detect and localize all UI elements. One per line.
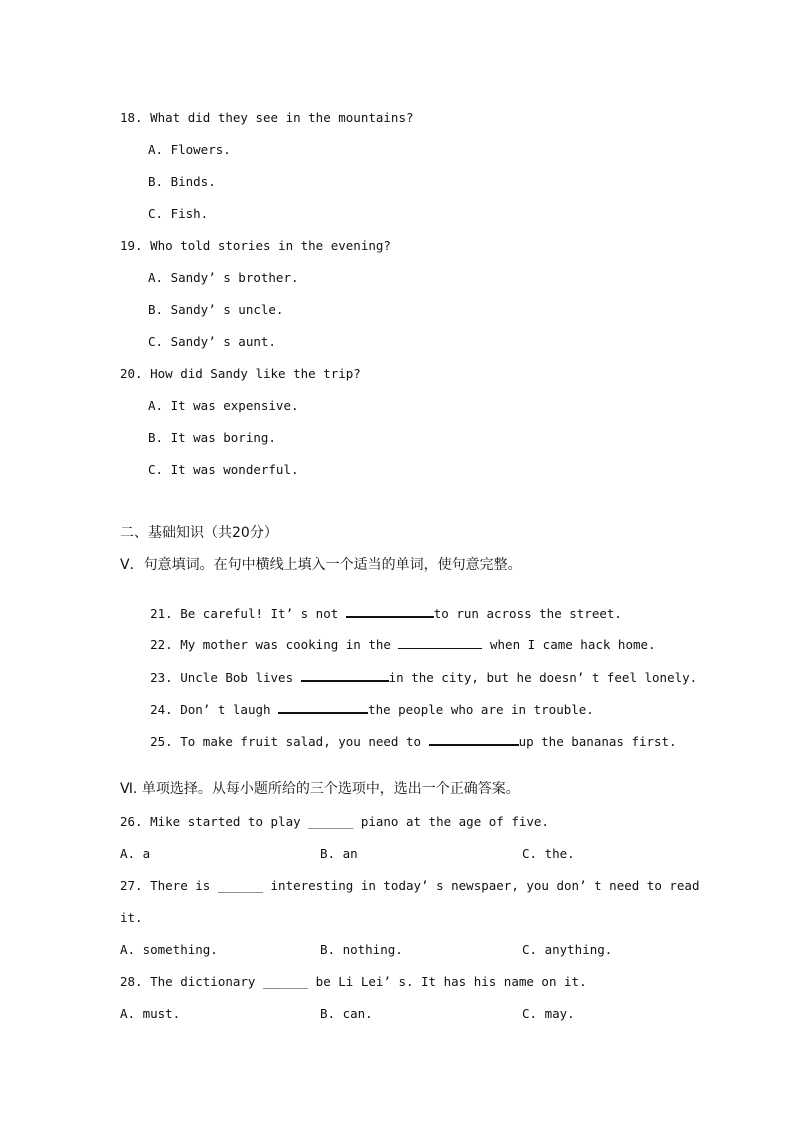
option-28c: C. may. [522, 1006, 575, 1021]
option-27b: B. nothing. [320, 942, 403, 957]
fill-item-21-before: 21. Be careful! It’ s not [150, 605, 346, 621]
question-20: 20. How did Sandy like the trip? [120, 366, 361, 381]
fill-item-23-after: in the city, but he doesn’ t feel lonely. [388, 669, 698, 685]
option-18a: A. Flowers. [148, 142, 231, 157]
option-20c: C. It was wonderful. [148, 462, 299, 477]
option-27c: C. anything. [522, 942, 613, 957]
fill-item-24-before: 24. Don’ t laugh [150, 701, 279, 717]
fill-item-24-after: the people who are in trouble. [368, 701, 594, 717]
option-19b: B. Sandy’ s uncle. [148, 302, 284, 317]
answer-blank-25[interactable] [429, 733, 519, 746]
question-28: 28. The dictionary ______ be Li Lei’ s. It has his name on it. [120, 974, 587, 989]
option-18b: B. Binds. [148, 174, 216, 189]
option-19a: A. Sandy’ s brother. [148, 270, 299, 285]
part5-heading: Ⅴ．句意填词。在句中横线上填入一个适当的单词，使句意完整。 [120, 557, 522, 573]
option-19c: C. Sandy’ s aunt. [148, 334, 276, 349]
option-18c: C. Fish. [148, 206, 209, 221]
fill-item-25-after: up the bananas first. [518, 733, 677, 749]
fill-item-22-before: 22. My mother was cooking in the [150, 636, 399, 652]
answer-blank-22[interactable] [398, 637, 482, 649]
option-28b: B. can. [320, 1006, 373, 1021]
part6-heading: Ⅵ. 单项选择。从每小题所给的三个选项中，选出一个正确答案。 [120, 781, 520, 797]
option-26b: B. an [320, 846, 358, 861]
answer-blank-23[interactable] [301, 669, 389, 682]
option-20b: B. It was boring. [148, 430, 276, 445]
option-28a: A. must. [120, 1006, 181, 1021]
section-heading-basics: 二、基础知识（共20分） [120, 525, 278, 541]
question-19: 19. Who told stories in the evening? [120, 238, 391, 253]
fill-item-22-after: when I came hack home. [482, 636, 656, 652]
question-26: 26. Mike started to play ______ piano at the age of five. [120, 814, 549, 829]
question-27-line2: it. [120, 910, 143, 925]
fill-item-21-after: to run across the street. [433, 605, 622, 621]
fill-item-25 [120, 720, 677, 761]
question-27-line1: 27. There is ______ interesting in today’ s newspaer, you don’ t need to read [120, 878, 700, 893]
fill-item-23-before: 23. Uncle Bob lives [150, 669, 301, 685]
option-27a: A. something. [120, 942, 218, 957]
answer-blank-21[interactable] [346, 605, 434, 618]
option-26a: A. a [120, 846, 151, 861]
answer-blank-24[interactable] [278, 701, 368, 714]
fill-item-25-before: 25. To make fruit salad, you need to [150, 733, 429, 749]
option-20a: A. It was expensive. [148, 398, 299, 413]
question-18: 18. What did they see in the mountains? [120, 110, 414, 125]
option-26c: C. the. [522, 846, 575, 861]
